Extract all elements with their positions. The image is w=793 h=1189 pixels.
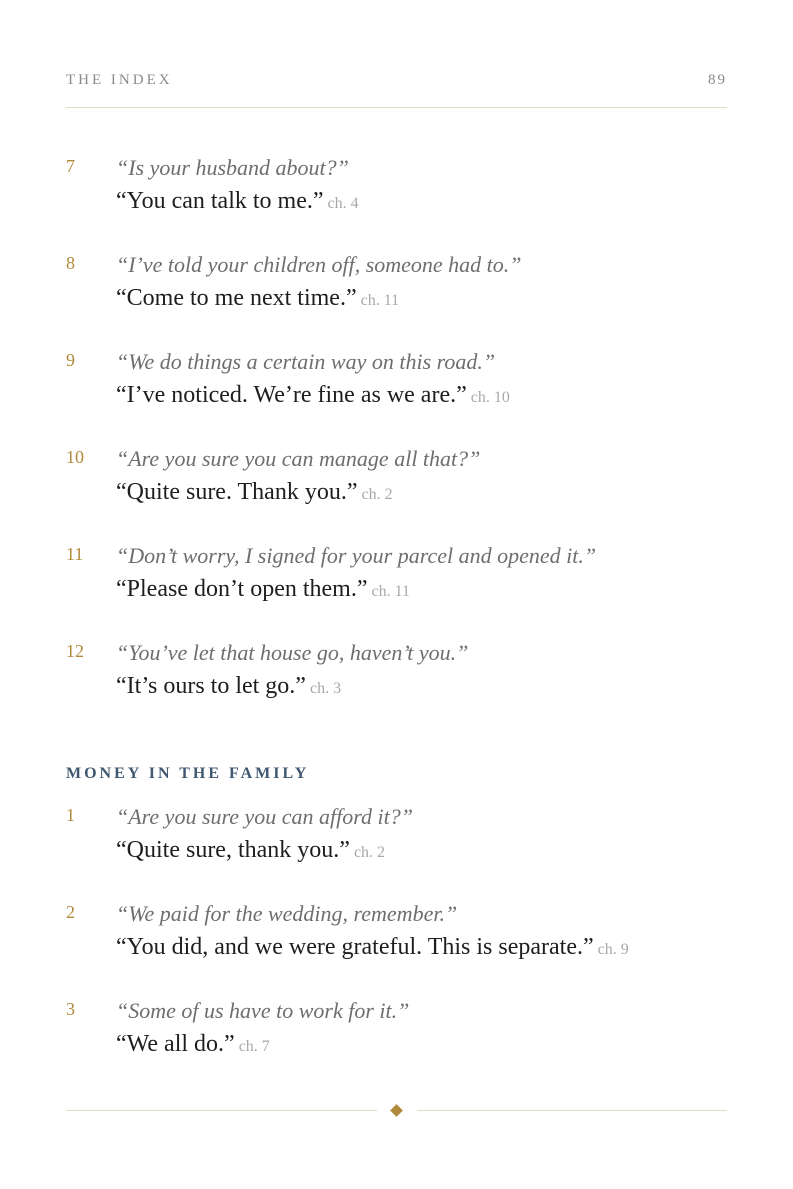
entry-reply-line	[116, 571, 727, 610]
entry-remark: “Are you sure you can afford it?”	[116, 804, 413, 829]
entry-remark: “We do things a certain way on this road.”	[116, 349, 496, 374]
entry-body	[116, 153, 727, 222]
entry-reply-line	[116, 183, 727, 222]
entry-body	[116, 638, 727, 707]
entry-reply: “You can talk to me.”	[116, 188, 324, 214]
entry-body	[116, 444, 727, 513]
chapter-reference: ch. 9	[597, 941, 629, 958]
entry-reply-line	[116, 832, 727, 871]
footer-ornament	[66, 1102, 727, 1120]
entry-reply: “I’ve noticed. We’re fine as we are.”	[116, 382, 467, 408]
entry-number: 10	[66, 447, 84, 467]
chapter-reference: ch. 11	[371, 583, 410, 600]
entry-body	[116, 899, 727, 968]
entry-number: 2	[66, 902, 75, 922]
chapter-reference: ch. 2	[353, 844, 386, 861]
entry-list	[66, 153, 727, 735]
entry-number: 9	[66, 350, 75, 370]
entry-reply-line	[116, 1026, 727, 1065]
chapter-reference: ch. 11	[360, 292, 400, 309]
entry-reply-line	[116, 474, 727, 513]
footer-rule-left	[66, 1110, 377, 1111]
entry-reply-line	[116, 377, 727, 416]
index-entry	[66, 996, 727, 1093]
entry-remark: “You’ve let that house go, haven’t you.”	[116, 640, 469, 665]
index-entry	[66, 153, 727, 250]
entry-reply: “Quite sure, thank you.”	[116, 837, 350, 863]
index-entry	[66, 802, 727, 899]
entry-reply-line	[116, 668, 727, 707]
running-header	[66, 72, 727, 96]
entry-number: 12	[66, 641, 84, 661]
entry-body	[116, 541, 727, 610]
index-entry	[66, 638, 727, 735]
index-entry	[66, 444, 727, 541]
entry-body	[116, 250, 727, 319]
section-heading: MONEY IN THE FAMILY	[66, 765, 310, 782]
entry-reply: “Quite sure. Thank you.”	[116, 479, 358, 505]
entry-body	[116, 347, 727, 416]
page-number: 89	[708, 72, 727, 88]
entry-reply: “Please don’t open them.”	[116, 576, 368, 602]
entry-number: 11	[66, 544, 84, 564]
entry-reply: “It’s ours to let go.”	[116, 673, 306, 699]
entry-reply-line	[116, 929, 727, 968]
index-entry	[66, 250, 727, 347]
chapter-reference: ch. 2	[361, 486, 393, 503]
entry-number: 7	[66, 156, 75, 176]
header-divider	[66, 107, 727, 108]
book-page	[66, 0, 727, 1189]
chapter-reference: ch. 4	[327, 195, 359, 212]
entry-list	[66, 802, 727, 1093]
entry-reply-line	[116, 280, 727, 319]
running-title: THE INDEX	[66, 72, 173, 88]
entry-number: 8	[66, 253, 75, 273]
entry-reply: “You did, and we were grateful. This is separate.”	[116, 934, 594, 960]
entry-reply: “Come to me next time.”	[116, 285, 357, 311]
footer-rule-right	[417, 1110, 727, 1111]
chapter-reference: ch. 3	[309, 680, 342, 697]
index-entry	[66, 899, 727, 996]
entry-remark: “Don’t worry, I signed for your parcel and opened it.”	[116, 543, 597, 568]
entry-body	[116, 802, 727, 871]
entry-reply: “We all do.”	[116, 1031, 235, 1057]
entry-remark: “We paid for the wedding, remember.”	[116, 901, 458, 926]
entry-remark: “Some of us have to work for it.”	[116, 998, 410, 1023]
entry-remark: “Is your husband about?”	[116, 155, 349, 180]
chapter-reference: ch. 7	[238, 1038, 270, 1055]
entry-body	[116, 996, 727, 1065]
entry-remark: “I’ve told your children off, someone had to.”	[116, 252, 522, 277]
entry-number: 3	[66, 999, 75, 1019]
entry-remark: “Are you sure you can manage all that?”	[116, 446, 481, 471]
entry-number: 1	[66, 805, 75, 825]
index-entry	[66, 541, 727, 638]
diamond-ornament-icon	[390, 1104, 403, 1117]
chapter-reference: ch. 10	[470, 389, 510, 406]
index-entry	[66, 347, 727, 444]
